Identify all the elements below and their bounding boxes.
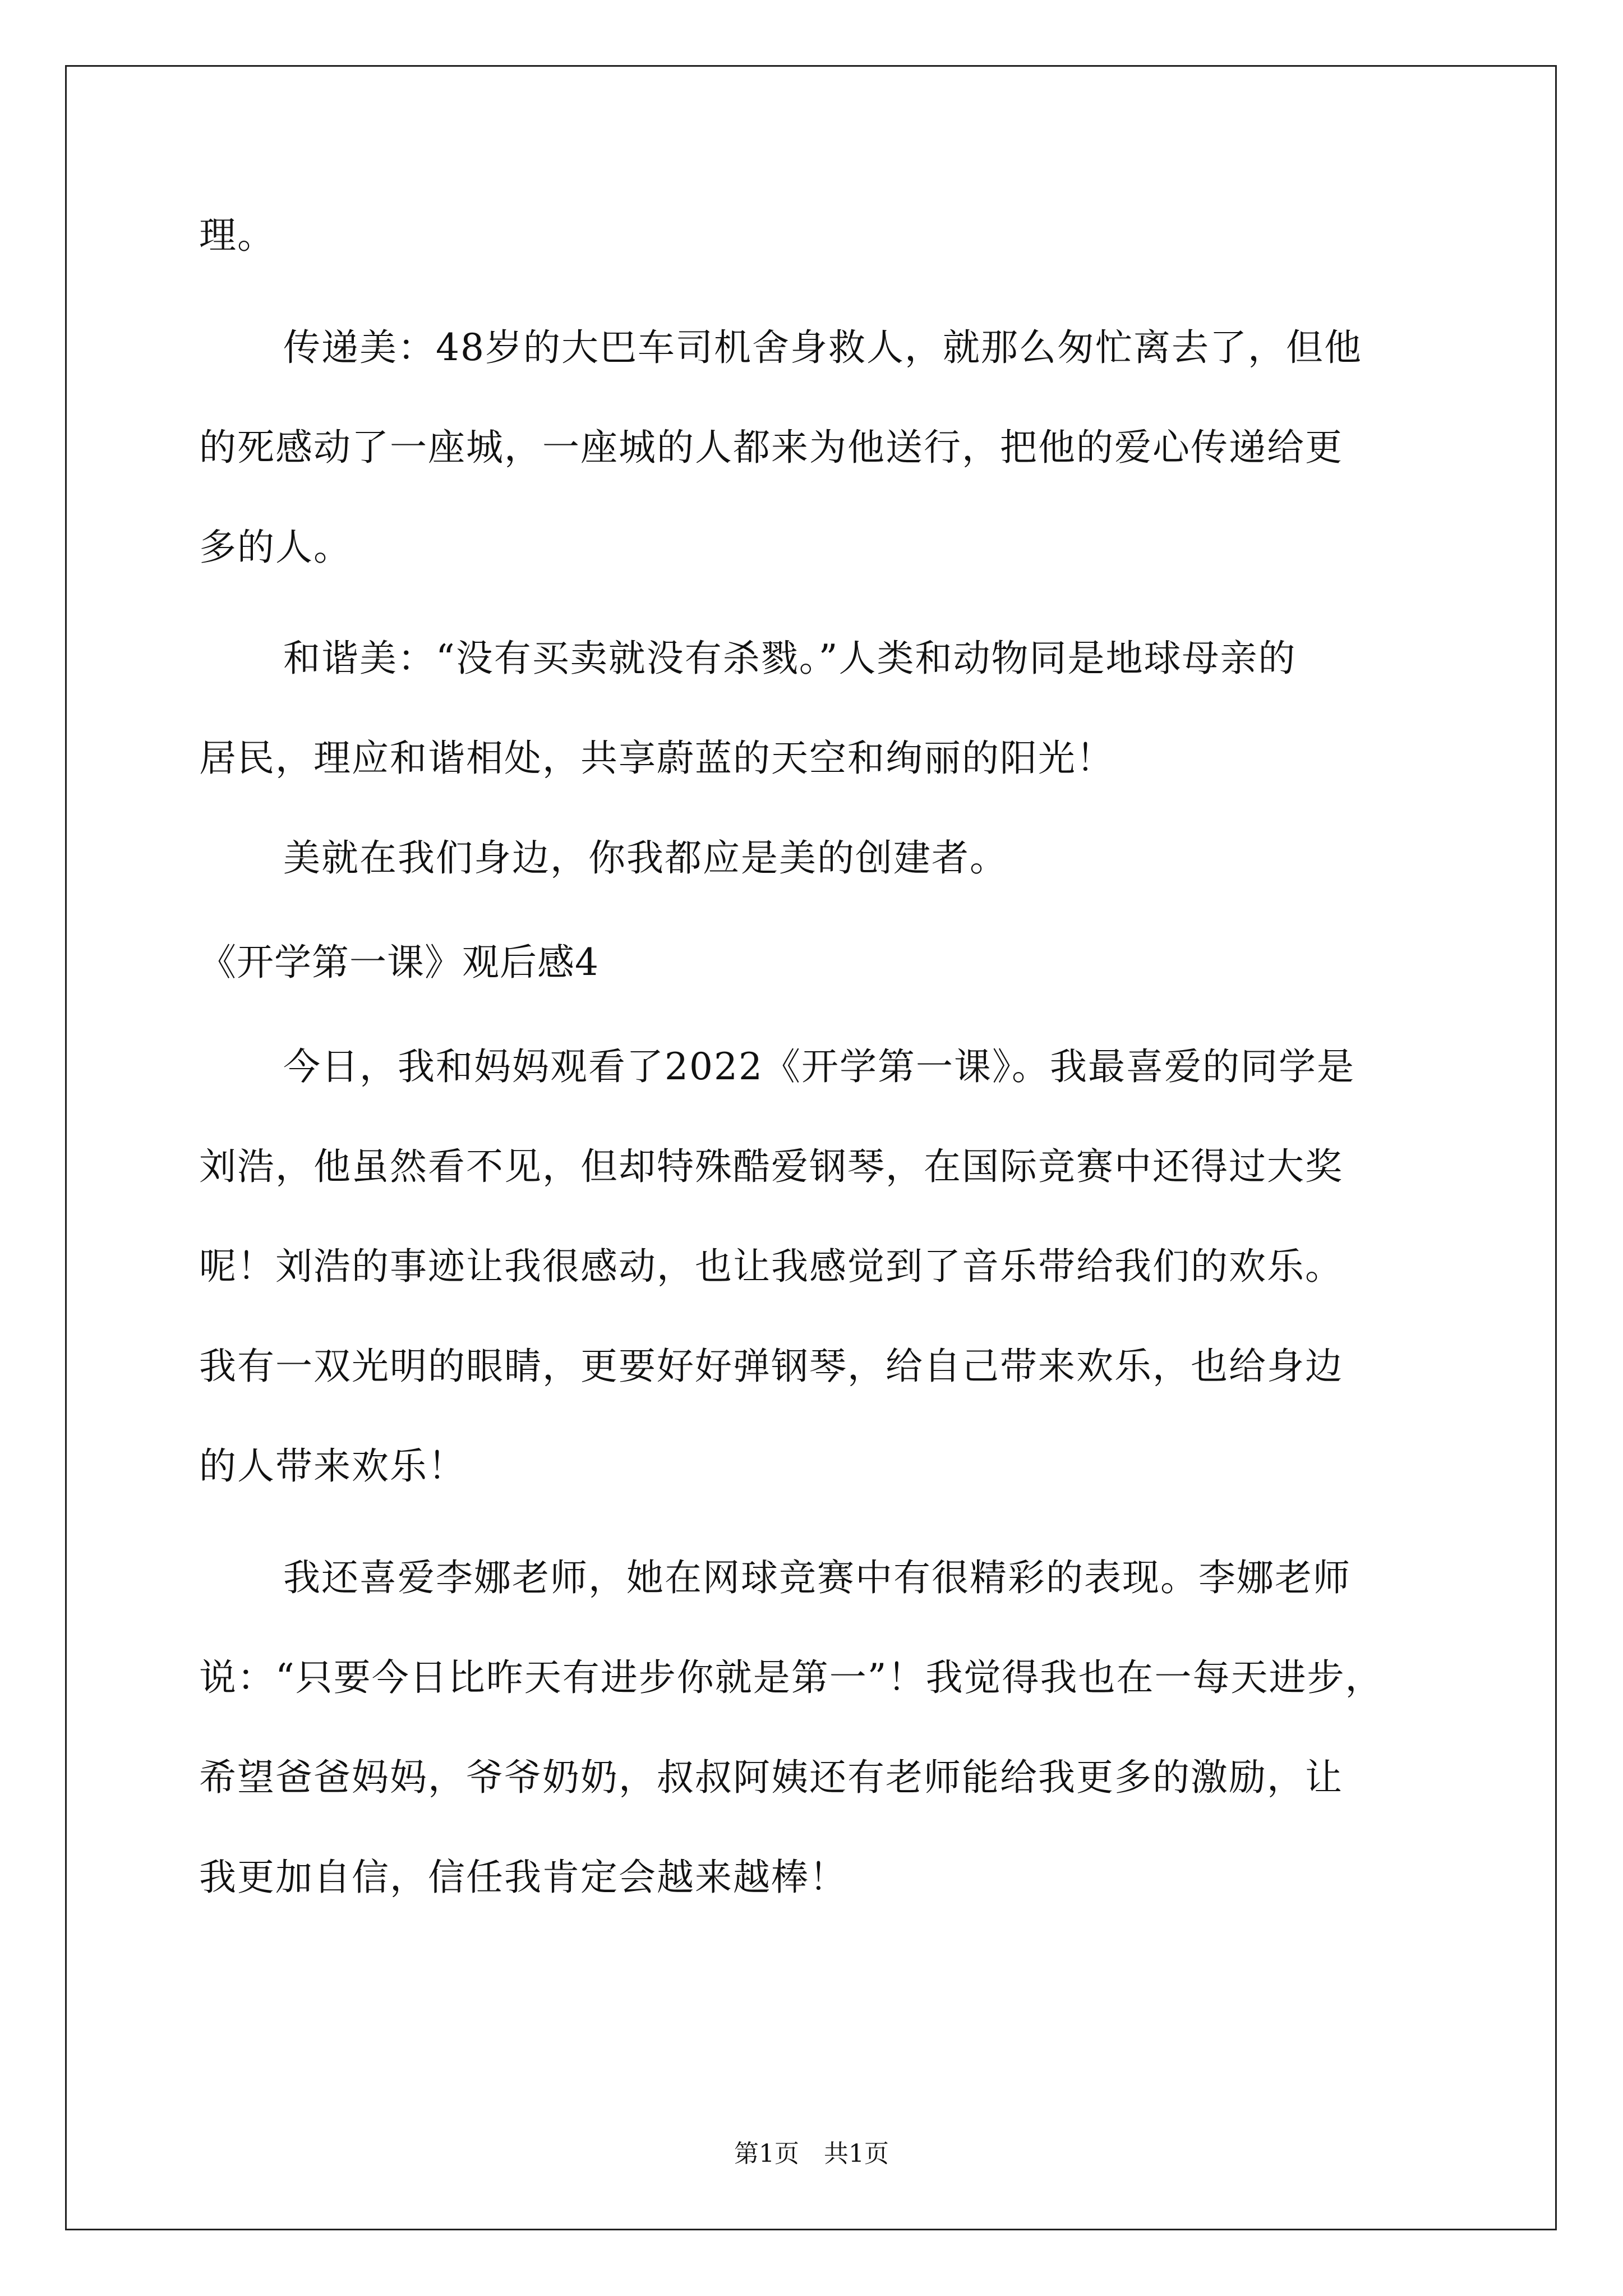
paragraph-line: 我还喜爱李娜老师，她在网球竞赛中有很精彩的表现。李娜老师	[283, 1556, 1351, 1599]
paragraph-line: 居民，理应和谐相处，共享蔚蓝的天空和绚丽的阳光！	[199, 737, 1114, 780]
paragraph-line: 呢！刘浩的事迹让我很感动，也让我感觉到了音乐带给我们的欢乐。	[199, 1245, 1343, 1288]
paragraph-line: 多的人。	[199, 526, 352, 569]
paragraph-line: 传递美：48岁的大巴车司机舍身救人，就那么匆忙离去了，但他	[283, 326, 1362, 369]
paragraph-line: 刘浩，他虽然看不见，但却特殊酷爱钢琴，在国际竞赛中还得过大奖	[199, 1145, 1343, 1188]
paragraph-line: 的死感动了一座城，一座城的人都来为他送行，把他的爱心传递给更	[199, 426, 1343, 469]
paragraph-line: 理。	[199, 214, 275, 257]
paragraph-line: 我更加自信，信任我肯定会越来越棒！	[199, 1856, 847, 1899]
page-number-footer: 第1页 共1页	[734, 2139, 889, 2168]
paragraph-line: 美就在我们身边，你我都应是美的创建者。	[283, 836, 1008, 880]
paragraph-line: 希望爸爸妈妈，爷爷奶奶，叔叔阿姨还有老师能给我更多的激励，让	[199, 1756, 1343, 1799]
paragraph-line: 和谐美：“没有买卖就没有杀戮。”人类和动物同是地球母亲的	[283, 637, 1297, 680]
section-title: 《开学第一课》观后感4	[199, 941, 599, 984]
paragraph-line: 说：“只要今日比昨天有进步你就是第一”！我觉得我也在一每天进步，	[199, 1656, 1384, 1699]
paragraph-line: 我有一双光明的眼睛，更要好好弹钢琴，给自己带来欢乐，也给身边	[199, 1345, 1343, 1388]
paragraph-line: 今日，我和妈妈观看了2022《开学第一课》。我最喜爱的同学是	[283, 1045, 1355, 1088]
paragraph-line: 的人带来欢乐！	[199, 1444, 466, 1488]
